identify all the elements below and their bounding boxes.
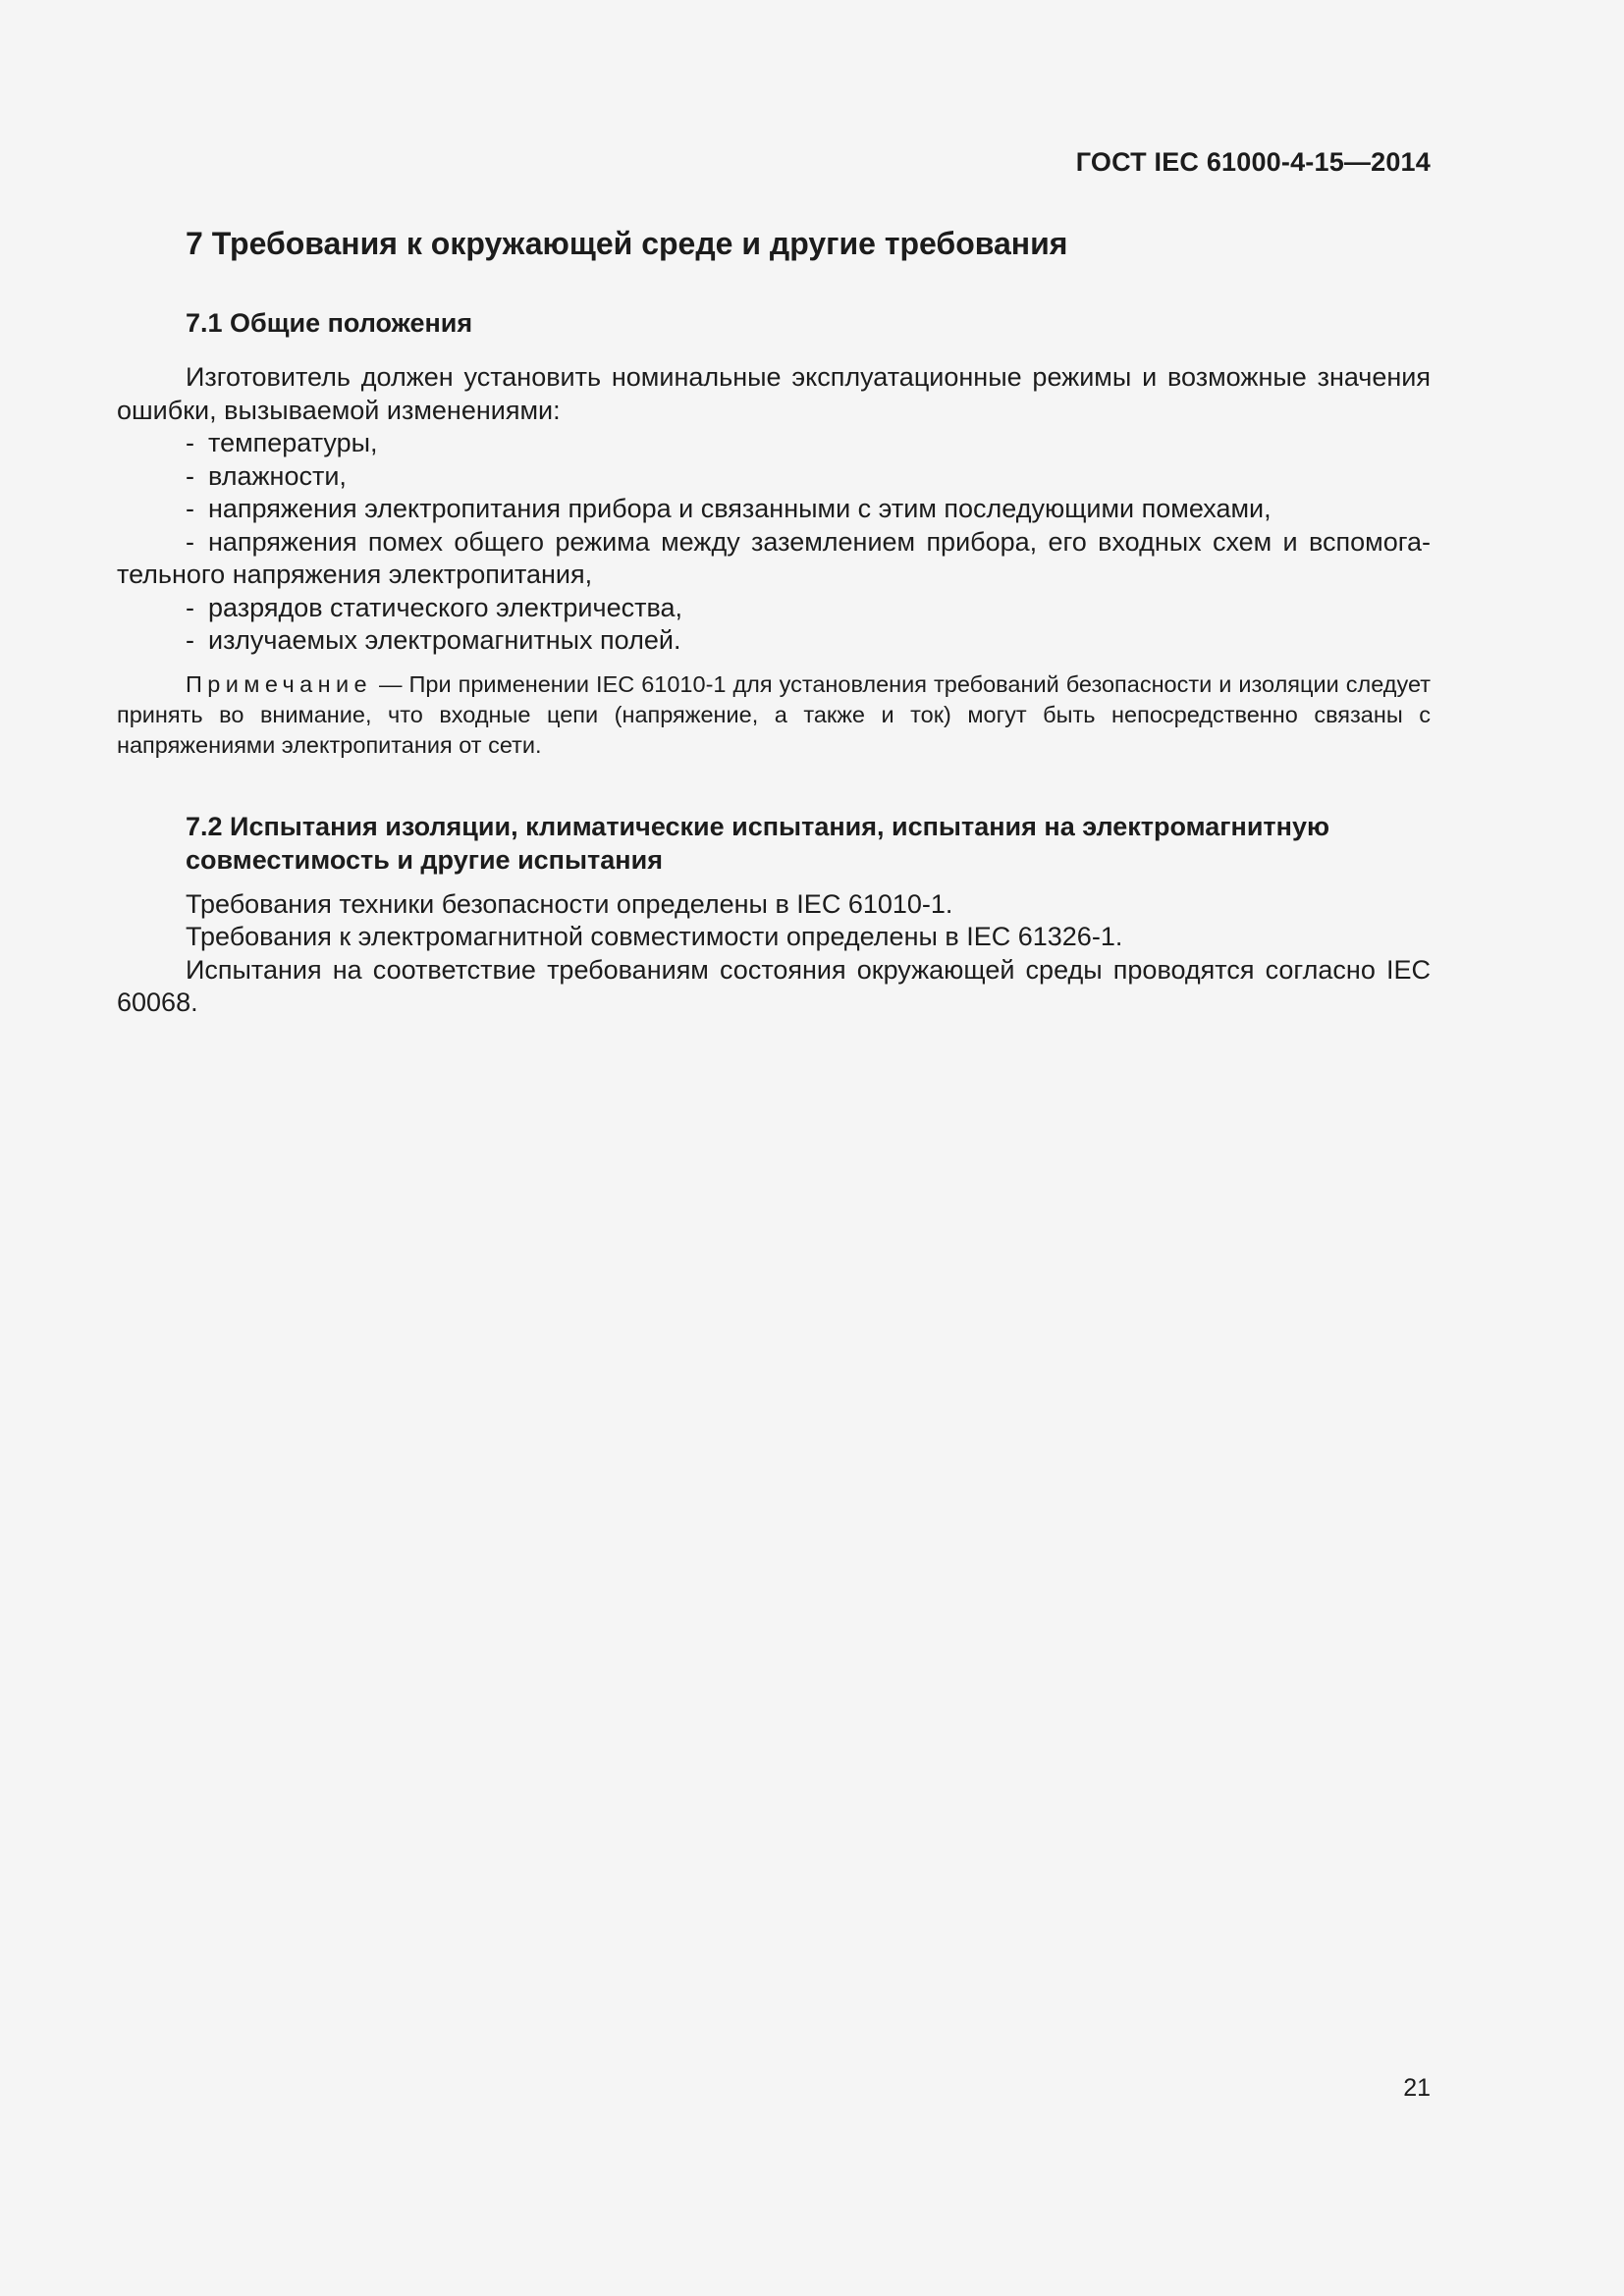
section-7-title: 7 Требования к окружающей среде и другие требования — [186, 226, 1068, 261]
list-item-text: температуры, — [208, 428, 378, 457]
list-dash: - — [186, 460, 194, 491]
emc-requirements-paragraph: Требования к электромагнитной совместимости определены в IEC 61326-1. — [186, 922, 1123, 951]
safety-requirements-paragraph: Требования техники безопасности определены в IEC 61010-1. — [186, 888, 953, 919]
list-item — [117, 592, 1431, 625]
list-dash: - — [186, 494, 194, 523]
subsection-7-2-title: 7.2 Испытания изоляции, климатические испытания, испытания на электромагнитную совместимость и другие испытания — [186, 811, 1330, 875]
list-item — [117, 624, 1431, 658]
list-item-text: влажности, — [208, 460, 347, 491]
list-item-text: излучаемых электромагнитных полей. — [208, 625, 681, 655]
list-item-text: напряжения помех общего режима между заземлением прибора, его входных схем и вспомогательного напряжения электропитания, — [117, 526, 1431, 589]
list-dash: - — [186, 428, 194, 457]
environmental-tests-paragraph: Испытания на соответствие требованиям состояния окружающей среды проводятся согласно IEC 60068. — [117, 954, 1431, 1017]
list-item-text: разрядов статического электричества, — [208, 592, 683, 622]
subsection-7-1-title: 7.1 Общие положения — [186, 308, 473, 338]
list-item — [117, 493, 1431, 526]
list-dash: - — [186, 625, 194, 655]
list-item — [117, 427, 1431, 460]
note-paragraph — [117, 669, 1431, 761]
subsection-7-1-intro: Изготовитель должен установить номинальные эксплуатационные режимы и возможные значения ошибки, вызываемой изменениями: — [117, 362, 1431, 425]
note-label: Примечание — [186, 670, 373, 697]
influence-factors-list — [117, 427, 1431, 658]
page-content — [117, 222, 1431, 1020]
list-dash: - — [186, 526, 194, 557]
list-item — [117, 460, 1431, 494]
document-code-header: ГОСТ IEC 61000-4-15—2014 — [1075, 147, 1431, 177]
note-text: — При применении IEC 61010-1 для установления требований безопасности и изоляции следует принять во внимание, что входные цепи (напряжение, а также и ток) могут быть непосредственно связаны с напряжениями электропитания от сети. — [117, 670, 1431, 758]
list-item — [117, 526, 1431, 592]
page-number: 21 — [1403, 2074, 1431, 2102]
list-dash: - — [186, 592, 194, 622]
list-item-text: напряжения электропитания прибора и связанными с этим последующими помехами, — [208, 494, 1272, 523]
